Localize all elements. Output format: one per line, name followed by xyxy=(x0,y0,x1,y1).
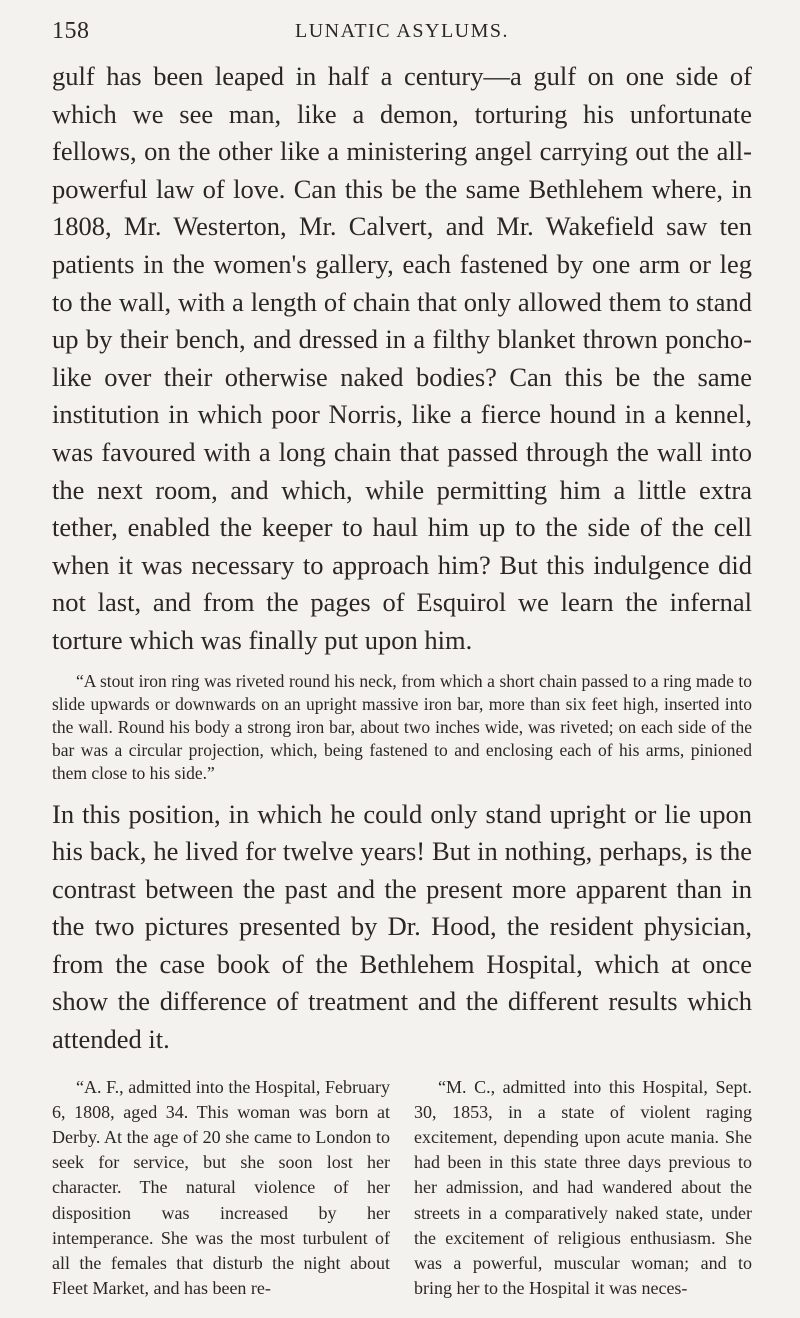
case-right-column xyxy=(414,1075,752,1302)
case-columns xyxy=(52,1075,752,1302)
book-page xyxy=(52,18,752,1302)
esquirol-quotation: “A stout iron ring was riveted round his neck, from which a short chain passed to a ring made to slide upwards or downwards on an upright massive iron bar, more than six feet high, inserted into the wall. Round his body a strong iron bar, about two inches wide, was riveted; on each side of the bar was a circular projection, which, being fastened to and enclosing each of his arms, pinioned them close to his side.” xyxy=(52,670,752,784)
page-number: 158 xyxy=(52,18,90,44)
page-header xyxy=(52,18,752,58)
body-paragraph-2: In this position, in which he could only stand upright or lie upon his back, he lived for twelve years! But in nothing, perhaps, is the contrast between the past and the present more apparent than in the two pictures presented by Dr. Hood, the resident physician, from the case book of the Bethlehem Hospital, which at once show the difference of treatment and the different results which attended it. xyxy=(52,798,752,1055)
case-mc-text: “M. C., admitted into this Hospital, Sept. 30, 1853, in a state of violent raging excitement, depending upon acute mania. She had been in this state three days previous to her admission, and had wandered about the streets in a comparatively naked state, under the excitement of religious enthusiasm. She was a powerful, muscular woman; and to bring her to the Hospital it was neces- xyxy=(414,1076,752,1299)
body-paragraph-1: gulf has been leaped in half a century—a gulf on one side of which we see man, like a demon, torturing his unfortunate fellows, on the other like a ministering angel carrying out the all-powerful law of love. Can this be the same Bethlehem where, in 1808, Mr. Westerton, Mr. Calvert, and Mr. Wakefield saw ten patients in the women's gallery, each fastened by one arm or leg to the wall, with a length of chain that only allowed them to stand up by their bench, and dressed in a filthy blanket thrown poncho-like over their otherwise naked bodies? Can this be the same institution in which poor Norris, like a fierce hound in a kennel, was favoured with a long chain that passed through the wall into the next room, and which, while permitting him a little extra tether, enabled the keeper to haul him up to the side of the cell when it was necessary to approach him? But this indulgence did not last, and from the pages of Esquirol we learn the infernal torture which was finally put upon him. xyxy=(52,61,752,655)
case-left-column xyxy=(52,1075,390,1302)
running-title: LUNATIC ASYLUMS. xyxy=(294,20,510,42)
case-af-text: “A. F., admitted into the Hospital, February 6, 1808, aged 34. This woman was born at Derby. At the age of 20 she came to London to seek for service, but she soon lost her character. The natural violence of her disposition was increased by her intemperance. She was the most turbulent of all the females that disturb the night about Fleet Market, and has been re- xyxy=(52,1076,390,1299)
